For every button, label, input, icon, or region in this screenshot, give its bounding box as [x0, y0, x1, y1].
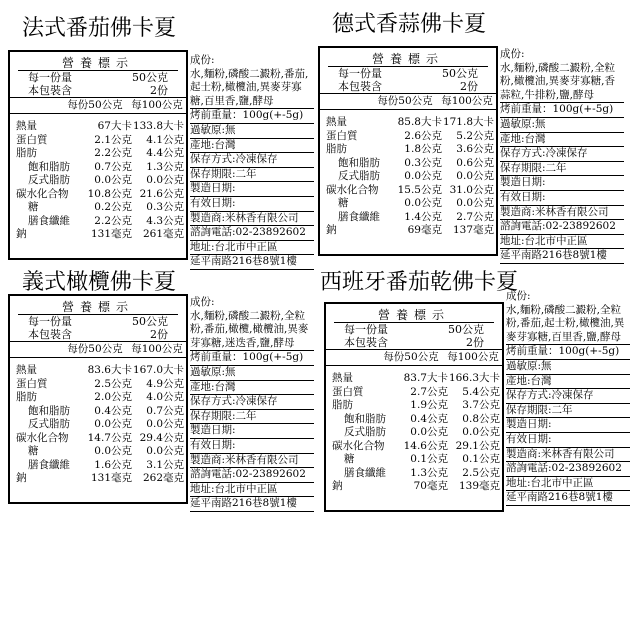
servings-row [326, 336, 502, 350]
nutrition-row [10, 378, 186, 392]
per-100g-value: 0.8公克 [462, 412, 500, 425]
per-serving-value: 2.0公克 [94, 391, 132, 403]
servings-value: 2份 [466, 336, 484, 349]
nutrition-row [320, 197, 496, 211]
product-info [500, 48, 624, 264]
address-text: 地址:台北市中正區 [506, 477, 630, 492]
nutrition-row [326, 386, 502, 400]
expiry-date: 有效日期: [500, 191, 624, 206]
nutrition-row [326, 426, 502, 440]
nutrient-name: 反式脂肪 [344, 426, 386, 438]
per-100g-value: 2.5公克 [462, 466, 500, 479]
nutrient-name: 蛋白質 [332, 385, 364, 398]
origin-text: 產地:台灣 [500, 133, 624, 148]
nutrient-name: 糖 [344, 453, 355, 465]
ingredients-label: 成份: [500, 48, 525, 60]
manufacture-date: 製造日期: [190, 182, 314, 197]
manufacturer-text: 製造商:米林香有限公司 [500, 206, 624, 221]
nutrition-row [10, 405, 186, 419]
expiry-date: 有效日期: [506, 433, 630, 448]
nutrition-row [10, 472, 186, 486]
per-serving-value: 0.7公克 [94, 160, 132, 173]
origin-text: 產地:台灣 [506, 375, 630, 390]
nutrient-name: 飽和脂肪 [338, 156, 380, 169]
servings-row [10, 328, 186, 342]
per-serving-value: 85.8大卡 [397, 116, 442, 128]
nutrition-row [10, 201, 186, 215]
product-title: 西班牙番茄乾佛卡夏 [320, 270, 519, 295]
per-serving-value: 0.0公克 [94, 174, 132, 186]
serving-size-value: 50公克 [132, 315, 168, 328]
nutrition-row [320, 143, 496, 157]
nutrition-row [320, 224, 496, 238]
per-serving-value: 2.2公克 [94, 214, 132, 227]
per-serving-value: 0.4公克 [410, 412, 448, 425]
shelf-life-text: 保存期限:二年 [190, 410, 314, 425]
nutrient-name: 鈉 [332, 480, 343, 492]
nutrient-name: 糖 [28, 445, 39, 457]
per-100g-value: 0.7公克 [146, 404, 184, 417]
per-100g-value: 3.6公克 [456, 143, 494, 155]
per-100g-value: 4.0公克 [146, 391, 184, 403]
allergen-text: 過敏原:無 [500, 118, 624, 133]
nutrient-name: 鈉 [326, 224, 337, 236]
per-100g-value: 133.8大卡 [132, 120, 184, 132]
nutrition-row [326, 372, 502, 386]
per-100g-value: 2.7公克 [456, 210, 494, 223]
per-100g-value: 4.3公克 [146, 214, 184, 227]
per-100g-value: 21.6公克 [139, 187, 184, 200]
nutrition-row [10, 174, 186, 188]
servings-label: 本包裝含 [338, 80, 382, 93]
product-label-panel [314, 10, 620, 262]
per-serving-value: 131毫克 [90, 228, 132, 240]
column-header [10, 342, 186, 358]
per-serving-value: 15.5公克 [397, 183, 442, 196]
nutrient-name: 熱量 [332, 372, 353, 384]
nutrition-rows [326, 366, 502, 494]
nutrition-row [320, 157, 496, 171]
product-info [190, 296, 314, 512]
servings-row [320, 80, 496, 94]
ingredients-label: 成份: [190, 54, 215, 66]
nutrient-name: 蛋白質 [326, 129, 358, 142]
nutrient-name: 熱量 [16, 120, 37, 132]
per-100g-value: 29.1公克 [455, 439, 500, 452]
nutrition-row [10, 134, 186, 148]
per-serving-value: 14.6公克 [403, 439, 448, 452]
servings-row [10, 84, 186, 98]
address-text: 地址:台北市中正區 [500, 235, 624, 250]
nutrition-row [10, 188, 186, 202]
per-serving-value: 2.1公克 [94, 133, 132, 146]
address-text: 地址:台北市中正區 [190, 483, 314, 498]
storage-text: 保存方式:冷凍保存 [506, 389, 630, 404]
nutrient-name: 糖 [28, 201, 39, 213]
per-100g-value: 137毫克 [452, 224, 494, 236]
nutrient-name: 蛋白質 [16, 377, 48, 390]
servings-value: 2份 [460, 80, 478, 93]
per-serving-value: 14.7公克 [87, 431, 132, 444]
per-100g-value: 166.3大卡 [448, 372, 500, 384]
nutrient-name: 膳食纖維 [28, 214, 70, 227]
nutrient-name: 碳水化合物 [16, 431, 69, 444]
ingredients-text: 水,麵粉,磷酸二澱粉,番茄,起士粉,橄欖油,異麥芽寡糖,百里香,鹽,酵母 [190, 68, 314, 110]
per-serving-value: 0.3公克 [404, 156, 442, 169]
address-line-2: 延平南路216巷8號1樓 [190, 255, 314, 270]
per-serving-value: 0.1公克 [410, 453, 448, 465]
nutrition-row [320, 184, 496, 198]
per-serving-header: 每份50公克 [377, 95, 433, 107]
expiry-date: 有效日期: [190, 439, 314, 454]
column-header [320, 94, 496, 110]
per-serving-value: 2.2公克 [94, 147, 132, 159]
manufacturer-text: 製造商:米林香有限公司 [506, 448, 630, 463]
ingredients-label: 成份: [506, 290, 531, 302]
per-100g-header: 每100公克 [131, 99, 183, 111]
per-100g-value: 0.0公克 [146, 418, 184, 430]
weight-text: 烤前重量：100g(+-5g) [500, 103, 624, 118]
per-serving-value: 83.6大卡 [87, 364, 132, 376]
nutrition-row [10, 120, 186, 134]
nutrition-row [10, 215, 186, 229]
nutrition-row [10, 418, 186, 432]
per-100g-value: 5.4公克 [462, 385, 500, 398]
product-label-panel [4, 14, 310, 268]
per-serving-value: 131毫克 [90, 472, 132, 484]
column-header [10, 98, 186, 114]
nutrition-row [10, 432, 186, 446]
nutrition-heading: 營養標示 [334, 308, 494, 323]
serving-size-row [320, 67, 496, 80]
per-serving-value: 70毫克 [413, 480, 448, 492]
serving-size-label: 每一份量 [344, 323, 388, 336]
allergen-text: 過敏原:無 [506, 360, 630, 375]
nutrition-row [320, 130, 496, 144]
per-100g-value: 0.0公克 [462, 426, 500, 438]
per-100g-value: 4.9公克 [146, 377, 184, 390]
nutrient-name: 糖 [338, 197, 349, 209]
per-serving-value: 1.6公克 [94, 458, 132, 471]
per-serving-value: 67大卡 [97, 120, 132, 132]
per-serving-value: 83.7大卡 [403, 372, 448, 384]
nutrition-facts-box [318, 46, 498, 256]
nutrient-name: 反式脂肪 [28, 418, 70, 430]
per-100g-value: 0.3公克 [146, 201, 184, 213]
per-100g-value: 3.1公克 [146, 458, 184, 471]
nutrition-row [10, 364, 186, 378]
nutrition-row [320, 211, 496, 225]
ingredients-text: 水,麵粉,磷酸二澱粉,全粒粉,番茄,橄欖,橄欖油,異麥芽寡糖,迷迭香,鹽,酵母 [190, 310, 314, 352]
serving-size-value: 50公克 [132, 71, 168, 84]
servings-value: 2份 [150, 328, 168, 341]
column-header [326, 350, 502, 366]
nutrient-name: 脂肪 [16, 147, 37, 159]
product-info [506, 290, 630, 506]
per-serving-value: 1.4公克 [404, 210, 442, 223]
address-text: 地址:台北市中正區 [190, 241, 314, 256]
weight-text: 烤前重量：100g(+-5g) [190, 109, 314, 124]
phone-text: 諮詢電話:02-23892602 [500, 220, 624, 235]
per-serving-value: 0.0公克 [404, 197, 442, 209]
per-serving-header: 每份50公克 [67, 343, 123, 355]
per-100g-value: 139毫克 [458, 480, 500, 492]
nutrient-name: 飽和脂肪 [28, 404, 70, 417]
serving-size-value: 50公克 [448, 323, 484, 336]
per-serving-value: 1.9公克 [410, 399, 448, 411]
per-100g-value: 31.0公克 [449, 183, 494, 196]
expiry-date: 有效日期: [190, 197, 314, 212]
per-serving-header: 每份50公克 [383, 351, 439, 363]
nutrition-row [326, 413, 502, 427]
nutrition-facts-box [324, 302, 504, 512]
per-serving-value: 0.0公克 [94, 418, 132, 430]
origin-text: 產地:台灣 [190, 139, 314, 154]
storage-text: 保存方式:冷凍保存 [500, 147, 624, 162]
address-line-2: 延平南路216巷8號1樓 [190, 497, 314, 512]
address-line-2: 延平南路216巷8號1樓 [506, 491, 630, 506]
phone-text: 諮詢電話:02-23892602 [506, 462, 630, 477]
nutrient-name: 脂肪 [326, 143, 347, 155]
per-serving-header: 每份50公克 [67, 99, 123, 111]
nutrient-name: 鈉 [16, 228, 27, 240]
nutrition-heading: 營養標示 [18, 300, 178, 315]
serving-size-value: 50公克 [442, 67, 478, 80]
per-serving-value: 69毫克 [407, 224, 442, 236]
weight-text: 烤前重量：100g(+-5g) [506, 345, 630, 360]
serving-size-row [10, 315, 186, 328]
serving-size-label: 每一份量 [28, 315, 72, 328]
product-title: 法式番茄佛卡夏 [21, 16, 176, 41]
nutrition-rows [320, 110, 496, 238]
per-100g-value: 0.0公克 [146, 174, 184, 186]
per-serving-value: 0.0公克 [94, 445, 132, 457]
shelf-life-text: 保存期限:二年 [190, 168, 314, 183]
per-100g-header: 每100公克 [441, 95, 493, 107]
per-100g-value: 261毫克 [142, 228, 184, 240]
nutrient-name: 膳食纖維 [338, 210, 380, 223]
nutrition-row [326, 467, 502, 481]
weight-text: 烤前重量：100g(+-5g) [190, 351, 314, 366]
per-100g-value: 167.0大卡 [132, 364, 184, 376]
nutrient-name: 飽和脂肪 [344, 412, 386, 425]
nutrition-heading: 營養標示 [328, 52, 488, 67]
per-100g-value: 4.4公克 [146, 147, 184, 159]
nutrition-row [10, 147, 186, 161]
nutrient-name: 脂肪 [332, 399, 353, 411]
per-100g-value: 0.0公克 [456, 170, 494, 182]
per-100g-value: 0.0公克 [146, 445, 184, 457]
nutrition-facts-box [8, 50, 188, 260]
nutrition-rows [10, 114, 186, 242]
per-100g-value: 29.4公克 [139, 431, 184, 444]
nutrient-name: 飽和脂肪 [28, 160, 70, 173]
nutrient-name: 碳水化合物 [16, 187, 69, 200]
nutrition-row [10, 391, 186, 405]
per-serving-value: 2.7公克 [410, 385, 448, 398]
shelf-life-text: 保存期限:二年 [506, 404, 630, 419]
shelf-life-text: 保存期限:二年 [500, 162, 624, 177]
per-serving-value: 0.0公克 [410, 426, 448, 438]
nutrition-facts-box [8, 294, 188, 504]
nutrition-rows [10, 358, 186, 486]
per-serving-value: 1.8公克 [404, 143, 442, 155]
ingredients-text: 水,麵粉,磷酸二澱粉,全粒粉,橄欖油,異麥芽寡糖,香蒜粒,牛排粉,鹽,酵母 [500, 62, 624, 104]
per-100g-header: 每100公克 [131, 343, 183, 355]
nutrition-row [320, 116, 496, 130]
servings-label: 本包裝含 [28, 84, 72, 97]
nutrition-row [320, 170, 496, 184]
allergen-text: 過敏原:無 [190, 124, 314, 139]
per-100g-value: 262毫克 [142, 472, 184, 484]
per-serving-value: 2.5公克 [94, 377, 132, 390]
product-info [190, 54, 314, 270]
servings-value: 2份 [150, 84, 168, 97]
ingredients-label: 成份: [190, 296, 215, 308]
nutrient-name: 碳水化合物 [332, 439, 385, 452]
ingredients-text: 水,麵粉,磷酸二澱粉,全粒粉,番茄,起士粉,橄欖油,異麥芽寡糖,百里香,鹽,酵母 [506, 304, 630, 346]
manufacture-date: 製造日期: [500, 176, 624, 191]
per-serving-value: 2.6公克 [404, 129, 442, 142]
serving-size-label: 每一份量 [338, 67, 382, 80]
phone-text: 諮詢電話:02-23892602 [190, 226, 314, 241]
per-serving-value: 0.2公克 [94, 201, 132, 213]
nutrition-row [326, 453, 502, 467]
storage-text: 保存方式:冷凍保存 [190, 153, 314, 168]
per-100g-value: 0.1公克 [462, 453, 500, 465]
per-100g-value: 171.8大卡 [442, 116, 494, 128]
per-100g-value: 0.0公克 [456, 197, 494, 209]
nutrient-name: 脂肪 [16, 391, 37, 403]
nutrient-name: 膳食纖維 [344, 466, 386, 479]
nutrient-name: 反式脂肪 [28, 174, 70, 186]
per-100g-value: 4.1公克 [146, 133, 184, 146]
nutrition-row [10, 161, 186, 175]
manufacturer-text: 製造商:米林香有限公司 [190, 454, 314, 469]
product-title: 義式橄欖佛卡夏 [21, 270, 176, 295]
allergen-text: 過敏原:無 [190, 366, 314, 381]
storage-text: 保存方式:冷凍保存 [190, 395, 314, 410]
servings-label: 本包裝含 [28, 328, 72, 341]
phone-text: 諮詢電話:02-23892602 [190, 468, 314, 483]
serving-size-row [10, 71, 186, 84]
manufacture-date: 製造日期: [506, 418, 630, 433]
serving-size-row [326, 323, 502, 336]
product-title: 德式香蒜佛卡夏 [331, 12, 486, 37]
per-serving-value: 0.0公克 [404, 170, 442, 182]
serving-size-label: 每一份量 [28, 71, 72, 84]
address-line-2: 延平南路216巷8號1樓 [500, 249, 624, 264]
per-100g-value: 1.3公克 [146, 160, 184, 173]
nutrient-name: 碳水化合物 [326, 183, 379, 196]
per-serving-value: 0.4公克 [94, 404, 132, 417]
per-100g-value: 5.2公克 [456, 129, 494, 142]
product-label-panel [4, 268, 310, 508]
per-100g-header: 每100公克 [447, 351, 499, 363]
nutrient-name: 蛋白質 [16, 133, 48, 146]
nutrition-row [326, 440, 502, 454]
per-100g-value: 3.7公克 [462, 399, 500, 411]
product-label-panel [320, 268, 626, 508]
per-serving-value: 1.3公克 [410, 466, 448, 479]
nutrient-name: 熱量 [326, 116, 347, 128]
origin-text: 產地:台灣 [190, 381, 314, 396]
per-serving-value: 10.8公克 [87, 187, 132, 200]
nutrient-name: 膳食纖維 [28, 458, 70, 471]
nutrition-row [10, 445, 186, 459]
nutrient-name: 熱量 [16, 364, 37, 376]
manufacture-date: 製造日期: [190, 424, 314, 439]
nutrition-row [326, 399, 502, 413]
nutrition-row [10, 228, 186, 242]
nutrition-row [326, 480, 502, 494]
per-100g-value: 0.6公克 [456, 156, 494, 169]
servings-label: 本包裝含 [344, 336, 388, 349]
manufacturer-text: 製造商:米林香有限公司 [190, 212, 314, 227]
nutrient-name: 反式脂肪 [338, 170, 380, 182]
nutrition-heading: 營養標示 [18, 56, 178, 71]
nutrition-row [10, 459, 186, 473]
nutrient-name: 鈉 [16, 472, 27, 484]
